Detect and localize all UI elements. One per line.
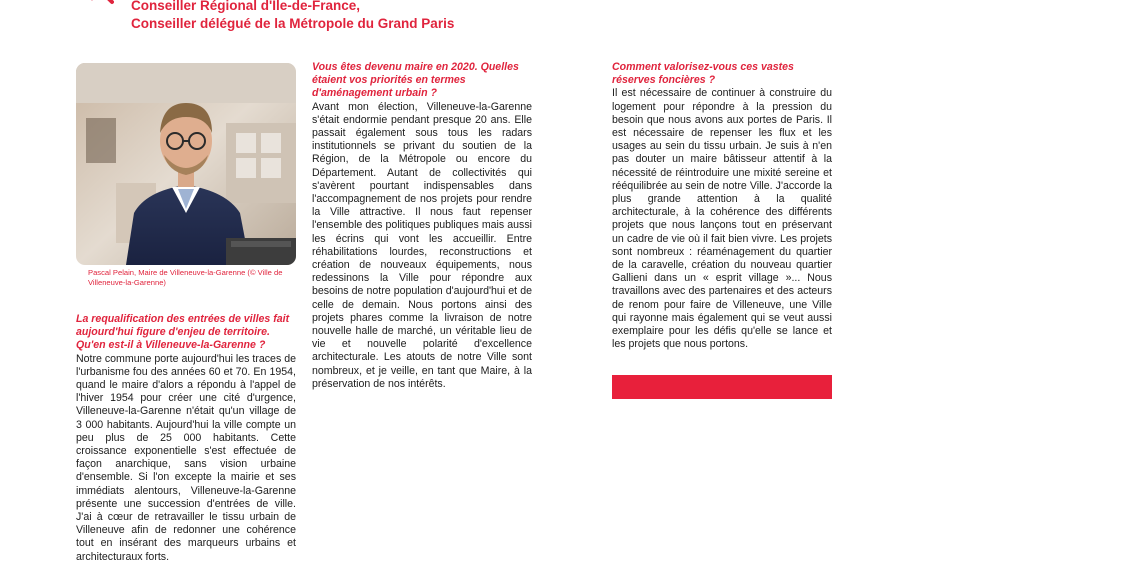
question-3: Comment valorisez-vous ces vastes réserves foncières ? [612, 61, 794, 87]
logo-fragment [78, 0, 114, 8]
answer-3: Il est nécessaire de continuer à construire du logement pour répondre à la pression du besoin que nous avons aux portes de Paris. Il est nécessaire de repenser les flux et les usages au sein du tissu urbain. Je suis à n'en pas douter un maire bâtisseur attentif à la nécessité de réintroduire une mixité sereine et rééquilibrée au sein de notre Ville. J'accorde la plus grande attention à la qualité architecturale, à la cohérence des différents projets que nous lançons tout en préservant un cadre de vie où il fait bien vivre. Les projets sont nombreux : réaménagement du quartier de la caravelle, création du nouveau quartier Gallieni dans un « esprit village »... Nous travaillons avec des partenaires et des acteurs de renom pour faire de Villeneuve, une Ville qui rayonne mais également qui se veut aussi exemplaire pour les défis qu'elle se lance et les projets que nous portons. [612, 87, 832, 351]
red-accent-bar [612, 375, 832, 399]
column-3 [612, 61, 832, 351]
photo-caption: Pascal Pelain, Maire de Villeneuve-la-Garenne (© Ville de Villeneuve-la-Garenne) [88, 268, 283, 287]
portrait-illustration [76, 63, 296, 265]
question-2: Vous êtes devenu maire en 2020. Quelles étaient vos priorités en termes d'aménagement urbain ? [312, 61, 519, 100]
question-1: La requalification des entrées de villes fait aujourd'hui figure d'enjeu de territoire. Qu'en est-il à Villeneuve-la-Garenne ? [76, 313, 290, 352]
column-1 [76, 313, 296, 564]
portrait-photo [76, 63, 296, 265]
role-line-2: Conseiller délégué de la Métropole du Grand Paris [131, 15, 455, 31]
header-role [131, 0, 454, 32]
answer-1: Notre commune porte aujourd'hui les traces de l'urbanisme fou des années 60 et 70. En 1954, quand le maire d'alors a répondu à l'appel de l'hiver 1954 pour créer une cité d'urgence, Villeneuve-la-Garenne n'était qu'un village de 3 000 habitants. Aujourd'hui la ville compte un peu plus de 25 000 habitants. Cette croissance exponentielle s'est effectuée de façon anarchique, sans vision urbaine d'ensemble. Si l'on excepte la mairie et ses immédiats alentours, Villeneuve-la-Garenne présente une succession d'entrées de ville. J'ai à cœur de retravailler le tissu urbain de Villeneuve afin de redonner une cohérence tout en insérant des marqueurs urbains et architecturaux forts. [76, 352, 296, 563]
column-2 [312, 61, 532, 391]
answer-2: Avant mon élection, Villeneuve-la-Garenne s'était endormie pendant presque 20 ans. Elle passait également sous tous les radars institutionnels se privant du soutien de la Région, de la Métropole ou encore du Département. Autant de collectivités qui s'avèrent pourtant indispensables dans l'accompagnement de nos projets pour rendre la Ville attractive. Il nous faut repenser l'ensemble des politiques publiques mais aussi les écrins qui vont les accueillir. Entre réhabilitations lourdes, reconstructions et création de nouveaux équipements, nous redessinons la Ville pour répondre aux besoins de notre population d'aujourd'hui et de celle de demain. Nous portons ainsi des projets phares comme la livraison de notre nouvelle halle de marché, un véritable lieu de vie et nouvelle polarité d'excellence architecturale. Les atouts de notre Ville sont nombreux, et je veille, en tant que Maire, à la préservation de nos intérêts. [312, 100, 532, 390]
role-line-1: Conseiller Régional d'Ile-de-France, [131, 0, 361, 13]
